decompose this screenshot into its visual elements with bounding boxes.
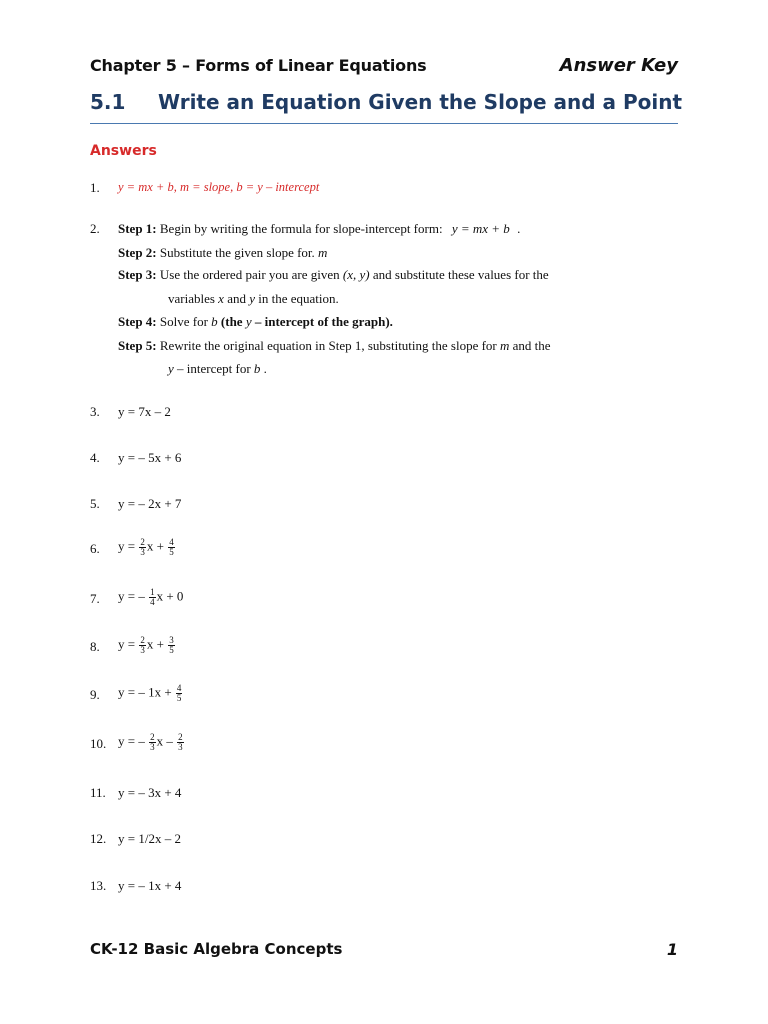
- item-equation: [118, 684, 183, 703]
- step-math: (x, y): [342, 267, 370, 282]
- eq-part: x –: [156, 733, 177, 749]
- step-end: .: [517, 221, 521, 236]
- item-equation: y = mx + b, m = slope, b = y – intercept: [118, 180, 320, 194]
- item-number: 3.: [90, 404, 100, 419]
- item-number: 12.: [90, 831, 107, 846]
- step-math: y: [245, 314, 252, 329]
- item-number: 9.: [90, 687, 100, 702]
- step-text: and: [227, 291, 246, 306]
- step-3-continued: [168, 291, 339, 307]
- step-math: y: [249, 291, 256, 306]
- denominator: 5: [169, 547, 174, 557]
- step-text: Rewrite the original equation in Step 1, substituting the slope for: [159, 338, 497, 353]
- item-equation: y = – 5x + 6: [118, 450, 182, 465]
- step-text: Begin by writing the formula for slope-intercept form:: [159, 221, 443, 236]
- item-equation: y = 7x – 2: [118, 404, 171, 419]
- eq-part: x +: [146, 538, 168, 554]
- numerator: 4: [176, 683, 182, 693]
- item-number: 4.: [90, 450, 100, 465]
- step-math: b: [211, 314, 218, 329]
- item-equation: y = – 2x + 7: [118, 496, 182, 511]
- step-text: Use the ordered pair you are given: [159, 267, 340, 282]
- step-math: b: [253, 361, 261, 376]
- denominator: 3: [140, 645, 145, 655]
- fraction: [177, 733, 184, 752]
- section-number: 5.1: [90, 90, 126, 114]
- step-math: y = mx + b: [451, 221, 510, 236]
- step-text: variables: [168, 291, 215, 306]
- answers-heading: Answers: [90, 143, 157, 159]
- step-text: – intercept for: [177, 361, 251, 376]
- step-4: [118, 314, 393, 330]
- eq-part: y =: [118, 636, 139, 652]
- fraction: [168, 538, 175, 557]
- step-1: [118, 221, 520, 237]
- step-5: [118, 338, 551, 354]
- item-equation: [118, 588, 183, 607]
- denominator: 5: [176, 693, 182, 703]
- step-math: y: [168, 361, 174, 376]
- step-text: Solve for: [159, 314, 208, 329]
- step-label: Step 1:: [118, 221, 157, 236]
- fraction: [139, 636, 146, 655]
- step-2: [118, 245, 327, 261]
- item-number: 5.: [90, 496, 100, 511]
- denominator: 3: [140, 547, 145, 557]
- denominator: 4: [150, 597, 155, 607]
- step-5-continued: [168, 361, 267, 377]
- step-text: – intercept of the graph).: [254, 314, 393, 329]
- step-math: m: [500, 338, 510, 353]
- step-text: (the: [220, 314, 243, 329]
- step-label: Step 2:: [118, 245, 157, 260]
- numerator: 2: [140, 635, 145, 645]
- item-number: 7.: [90, 591, 100, 606]
- eq-part: x +: [146, 636, 168, 652]
- fraction: [149, 733, 156, 752]
- step-text: in the equation.: [258, 291, 339, 306]
- step-end: and the: [512, 338, 551, 353]
- item-number: 13.: [90, 878, 107, 893]
- fraction: [139, 538, 146, 557]
- fraction: [168, 636, 175, 655]
- step-label: Step 3:: [118, 267, 157, 282]
- eq-part: x + 0: [156, 588, 184, 604]
- title-underline: [90, 123, 678, 124]
- footer-book-title: CK-12 Basic Algebra Concepts: [90, 940, 343, 958]
- step-text: .: [263, 361, 267, 376]
- step-end: and substitute these values for the: [372, 267, 549, 282]
- step-label: Step 5:: [118, 338, 157, 353]
- eq-part: y = –: [118, 588, 149, 604]
- item-equation: [118, 733, 185, 752]
- item-equation: y = – 3x + 4: [118, 785, 182, 800]
- page-number: 1: [666, 940, 678, 959]
- item-equation: [118, 636, 176, 655]
- item-equation: y = – 1x + 4: [118, 878, 182, 893]
- numerator: 2: [150, 732, 155, 742]
- item-number: 2.: [90, 221, 100, 236]
- item-number: 1.: [90, 180, 100, 195]
- eq-part: y = – 1x +: [118, 684, 175, 700]
- fraction: [176, 684, 183, 703]
- step-text: Substitute the given slope for.: [159, 245, 315, 260]
- chapter-header: Chapter 5 – Forms of Linear Equations: [90, 56, 427, 75]
- eq-part: y = –: [118, 733, 149, 749]
- step-math: m: [318, 245, 328, 260]
- step-label: Step 4:: [118, 314, 157, 329]
- denominator: 3: [178, 742, 183, 752]
- section-title-text: Write an Equation Given the Slope and a Point: [158, 90, 683, 114]
- numerator: 3: [169, 635, 174, 645]
- numerator: 2: [178, 732, 183, 742]
- item-equation: y = 1/2x – 2: [118, 831, 181, 846]
- step-math: x: [218, 291, 224, 306]
- item-number: 6.: [90, 541, 100, 556]
- denominator: 5: [169, 645, 174, 655]
- denominator: 3: [150, 742, 155, 752]
- eq-part: y =: [118, 538, 139, 554]
- item-equation: [118, 538, 176, 557]
- numerator: 2: [140, 537, 145, 547]
- numerator: 4: [169, 537, 174, 547]
- numerator: 1: [150, 587, 155, 597]
- step-3: [118, 267, 549, 283]
- item-number: 11.: [90, 785, 106, 800]
- answer-key-label: Answer Key: [559, 55, 678, 76]
- item-number: 10.: [90, 736, 107, 751]
- item-number: 8.: [90, 639, 100, 654]
- fraction: [149, 588, 156, 607]
